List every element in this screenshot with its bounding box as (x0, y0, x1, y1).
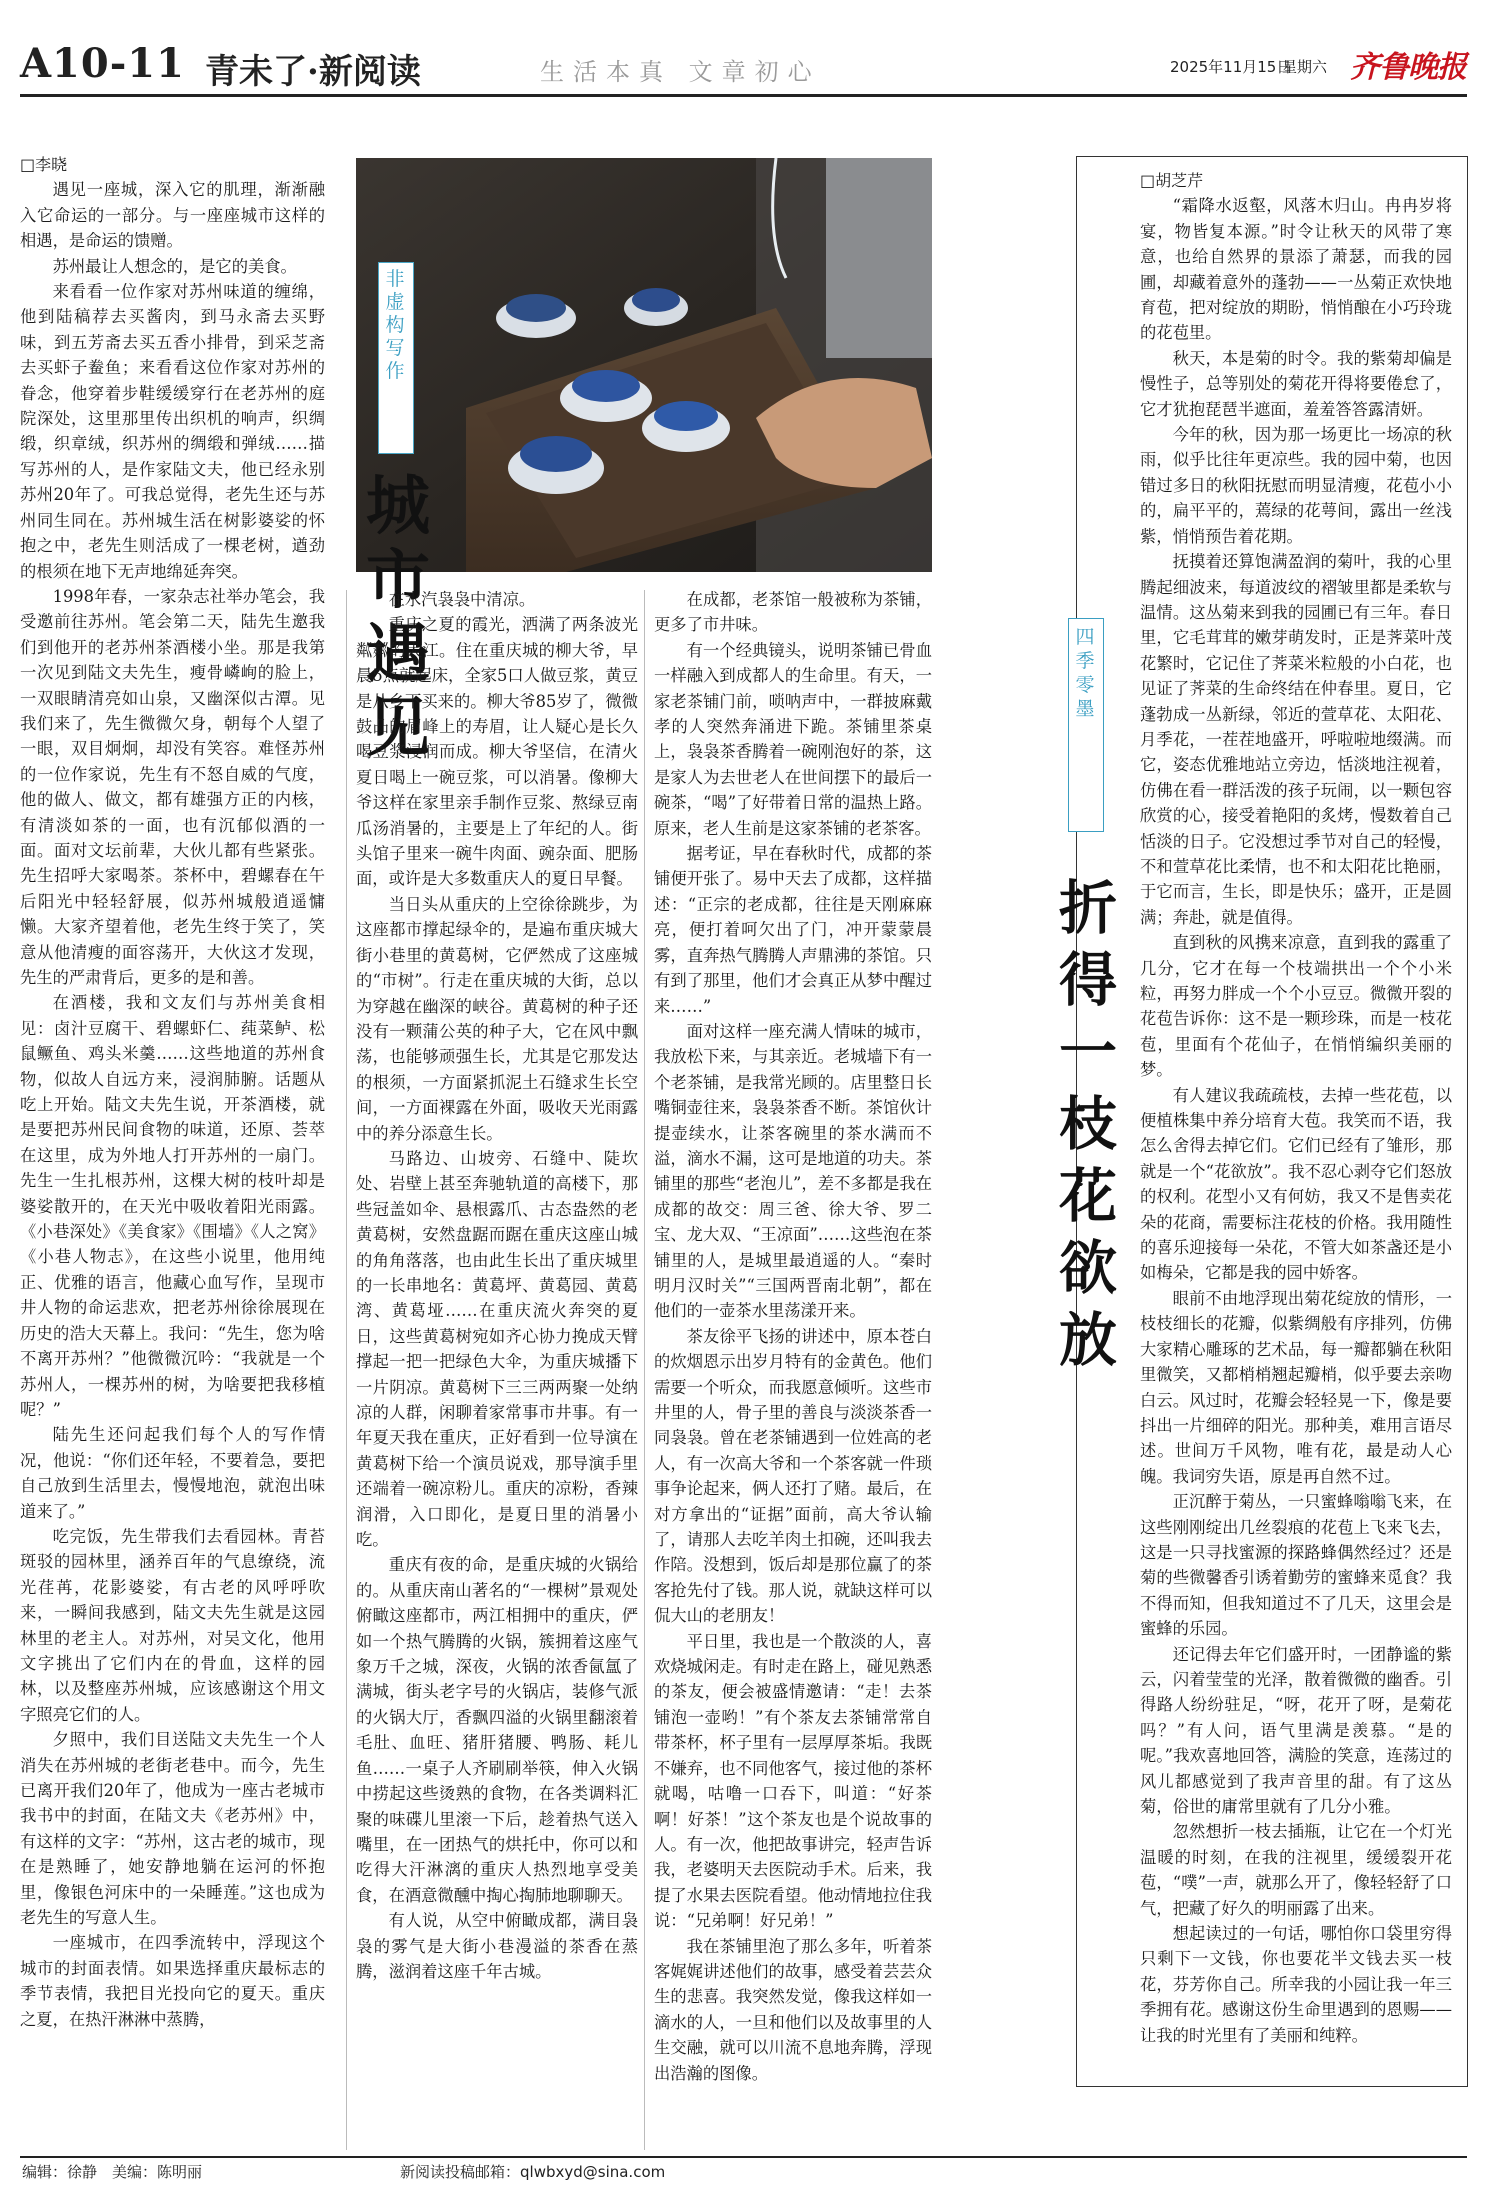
paragraph: 重庆之夏的霞光，洒满了两条波光粼粼的大江。住在重庆城的柳大爷，早晨5点就起床，全家5口人做豆浆，黄豆是从乡下买来的。柳大爷85岁了，微微鼓凸的眉峰上的寿眉，让人疑心是长久喝豆浆浸润而成。柳大爷坚信，在清火夏日喝上一碗豆浆，可以消暑。像柳大爷这样在家里亲手制作豆浆、熬绿豆南瓜汤消暑的，主要是上了年纪的人。街头馆子里来一碗牛肉面、豌杂面、肥肠面，或许是大多数重庆人的夏日早餐。 (356, 615, 638, 889)
tea-photo-illustration (356, 158, 932, 572)
article1-tag (381, 268, 409, 383)
article1-title-char: 城 (366, 469, 430, 544)
column-divider (644, 590, 645, 2150)
paragraph: 正沉醉于菊丛，一只蜜蜂嗡嗡飞来，在这些刚刚绽出几丝裂痕的花苞上飞来飞去，这是一只寻找蜜源的探路蜂偶然经过？还是菊的些微馨香引诱着勤劳的蜜蜂来觅食？我不得而知，但我知道过不了几天，这里会是蜜蜂的乐园。 (1140, 1492, 1452, 1639)
article1-byline: □李晓 (20, 155, 68, 174)
article2-title-char: 欲 (1058, 1234, 1117, 1302)
paragraph: 直到秋的风携来凉意，直到我的露重了几分，它才在每一个枝端拱出一个个小米粒，再努力胖成一个个小豆豆。微微开裂的花苞告诉你：这不是一颗珍珠，而是一枝花苞，里面有个花仙子，在悄悄编织美丽的梦。 (1140, 933, 1452, 1080)
paragraph: 忽然想折一枝去插瓶，让它在一个灯光温暖的时刻，在我的注视里，缓缓裂开花苞，“噗”一声，就那么开了，像轻轻舒了口气，把藏了好久的明丽露了出来。 (1140, 1822, 1452, 1918)
article1-title-char: 市 (366, 543, 430, 618)
footer-editor: 编辑：徐静 美编：陈明丽 (22, 2163, 203, 2181)
article1-tag-char: 虚 (385, 291, 405, 313)
paragraph: 陆先生还问起我们每个人的写作情况，他说：“你们还年轻，不要着急，要把自己放到生活里去，慢慢地泡，就泡出味道来了。” (20, 1425, 325, 1521)
paragraph: 今年的秋，因为那一场更比一场凉的秋雨，似乎比往年更凉些。我的园中菊，也因错过多日的秋阳抚慰而明显清瘦，花苞小小的，扁平平的，蔫绿的花萼间，露出一丝浅紫，悄悄预告着花期。 (1140, 425, 1452, 546)
paragraph: 想起读过的一句话，哪怕你口袋里穷得只剩下一文钱，你也要花半文钱去买一枝花，芬芳你自己。所幸我的小园让我一年三季拥有花。感谢这份生命里遇到的恩赐——让我的时光里有了美丽和纯粹。 (1140, 1924, 1452, 2045)
paragraph: 据考证，早在春秋时代，成都的茶铺便开张了。易中天去了成都，这样描述：“正宗的老成都，往往是天刚麻麻亮，便打着呵欠出了门，冲开蒙蒙晨雾，直奔热气腾腾人声鼎沸的茶馆。只有到了那里，他们才会真正从梦中醒过来……” (654, 844, 932, 1016)
page-number: A10-11 (20, 40, 185, 87)
paragraph: 平日里，我也是一个散淡的人，喜欢烧城闲走。有时走在路上，碰见熟悉的茶友，便会被盛情邀请：“走！去茶铺泡一壶哟！”有个茶友去茶铺常常自带茶杯，杯子里有一层厚厚茶垢。我既不嫌弃，也不同他客气，接过他的茶杯就喝，咕噜一口吞下，叫道：“好茶啊！好茶！”这个茶友也是个说故事的人。有一次，他把故事讲完，轻声告诉我，老婆明天去医院动手术。后来，我提了水果去医院看望。他动情地拉住我说：“兄弟啊！好兄弟！” (654, 1631, 932, 1931)
issue-weekday: 星期六 (1282, 58, 1328, 76)
paragraph: 1998年春，一家杂志社举办笔会，我受邀前往苏州。笔会第二天，陆先生邀我们到他开的老苏州茶酒楼小坐。那是我第一次见到陆文夫先生，瘦骨嶙峋的脸上，一双眼睛清亮如山泉，又幽深似古潭。见我们来了，先生微微欠身，朝每个人望了一眼，双目炯炯，却没有笑容。难怪苏州的一位作家说，先生有不怒自威的气度，他的做人、做文，都有雄强方正的内核，有清淡如茶的一面，也有沉郁似酒的一面。面对文坛前辈，大伙儿都有些紧张。先生招呼大家喝茶。茶杯中，碧螺春在午后阳光中轻轻舒展，似苏州城般逍遥慵懒。大家齐望着他，老先生终于笑了，笑意从他清瘦的面容荡开，大伙这才发现，先生的严肃背后，更多的是和善。 (20, 586, 325, 987)
paragraph: 一座城市，在四季流转中，浮现这个城市的封面表情。如果选择重庆最标志的季节表情，我把目光投向它的夏天。重庆之夏，在热汗淋淋中蒸腾， (20, 1933, 325, 2029)
paragraph: “霜降水返壑，风落木归山。冉冉岁将宴，物皆复本源。”时令让秋天的风带了寒意，也给自然界的景添了萧瑟，而我的园圃，却藏着意外的蓬勃——一丛菊正欢快地育苞，把对绽放的期盼，悄悄酿在小巧玲珑的花苞里。 (1140, 196, 1452, 343)
article1-column-3 (654, 587, 932, 2086)
article2-byline: □胡芝芹 (1140, 171, 1204, 190)
article2-body (1140, 168, 1452, 2048)
column-title: 青未了·新阅读 (205, 52, 421, 92)
article2-tag-char: 零 (1075, 674, 1095, 696)
paragraph: 在成都，老茶馆一般被称为茶铺，更多了市井味。 (654, 590, 932, 635)
paragraph: 在酒楼，我和文友们与苏州美食相见：卤汁豆腐干、碧螺虾仁、莼菜鲈、松鼠鳜鱼、鸡头米羹……这些地道的苏州食物，似故人自远方来，浸润肺腑。话题从吃上开始。陆文夫先生说，开茶酒楼，就是要把苏州民间食物的味道，还原、荟萃在这里，成为外地人打开苏州的一扇门。先生一生扎根苏州，这棵大树的枝叶却是婆娑散开的，在天光中吸收着阳光雨露。《小巷深处》《美食家》《围墙》《人之窝》《小巷人物志》，在这些小说里，他用纯正、优雅的语言，他藏心血写作，呈现市井人物的命运悲欢，把老苏州徐徐展现在历史的浩大天幕上。我问：“先生，您为啥不离开苏州？”他微微沉吟：“我就是一个苏州人，一棵苏州的树，为啥要把我移植呢？” (20, 993, 325, 1419)
article2-title-char: 花 (1058, 1162, 1117, 1230)
article2-title-char: 折 (1058, 874, 1117, 942)
paragraph: 茶友徐平飞扬的讲述中，原本苍白的炊烟恩示出岁月特有的金黄色。他们需要一个听众，而我愿意倾听。这些市井里的人，骨子里的善良与淡淡茶香一同袅袅。曾在老茶铺遇到一位姓高的老人，有一次高大爷和一个茶客就一件琐事争论起来，俩人还打了赌。最后，在对方拿出的“证据”面前，高大爷认输了，请那人去吃羊肉土扣碗，还叫我去作陪。没想到，饭后却是那位赢了的茶客抢先付了钱。那人说，就缺这样可以侃大山的老朋友！ (654, 1326, 932, 1626)
article1-column-1 (20, 152, 325, 2032)
paragraph: 来看看一位作家对苏州味道的缠绵，他到陆稿荐去买酱肉，到马永斋去买野味，到五芳斋去买五香小排骨，到采芝斋去买虾子鲞鱼；来看看这位作家对苏州的眷念，他穿着步鞋缓缓穿行在老苏州的庭院深处，这里那里传出织机的响声，织绸缎，织章绒，织苏州的绸缎和弹绒……描写苏州的人，是作家陆文夫，他已经永别苏州20年了。可我总觉得，老先生还与苏州同生同在。苏州城生活在树影婆娑的怀抱之中，老先生则活成了一棵老树，遒劲的根须在地下无声地绵延奔突。 (20, 282, 325, 581)
article1-column-2 (356, 587, 638, 1984)
article2-title-char: 放 (1058, 1306, 1117, 1374)
article2-title (1050, 872, 1126, 1376)
tea-ceremony-photo (356, 158, 932, 572)
paragraph: 重庆有夜的命，是重庆城的火锅给的。从重庆南山著名的“一棵树”景观处俯瞰这座都市，两江相拥中的重庆，俨如一个热气腾腾的火锅，簇拥着这座气象万千之城，深夜，火锅的浓香氤氲了满城，街头老字号的火锅店，装修气派的火锅大厅，香飘四溢的火锅里翻滚着毛肚、血旺、猪肝猪腰、鸭肠、耗儿鱼……一桌子人齐刷刷举筷，伸入火锅中捞起这些烫熟的食物，在各类调料汇聚的味碟儿里滚一下后，趁着热气送入嘴里，在一团热气的烘托中，你可以和吃得大汗淋漓的重庆人热烈地享受美食，在酒意微醺中掏心掏肺地聊聊天。 (356, 1555, 638, 1905)
column-slogan: 生活本真 文章初心 (540, 58, 821, 86)
paragraph: 有一个经典镜头，说明茶铺已骨血一样融入到成都人的生命里。有天，一家老茶铺门前，唢呐声中，一群披麻戴孝的人突然奔涌进下跪。茶铺里茶桌上，袅袅茶香腾着一碗刚泡好的茶，这是家人为去世老人在世间摆下的最后一碗茶，“喝”了好带着日常的温热上路。原来，老人生前是这家茶铺的老茶客。 (654, 640, 932, 838)
paragraph: 遇见一座城，深入它的肌理，渐渐融入它命运的一部分。与一座座城市这样的相遇，是命运的馈赠。 (20, 180, 325, 251)
article2-tag-char: 墨 (1075, 698, 1095, 720)
article2-tag-char: 四 (1075, 626, 1095, 648)
article1-tag-char: 写 (385, 337, 405, 359)
article2-tag (1071, 625, 1099, 721)
paragraph: 在水汽袅袅中清凉。 (388, 590, 536, 609)
article1-title-char: 遇 (366, 617, 430, 692)
paragraph: 夕照中，我们目送陆文夫先生一个人消失在苏州城的老街老巷中。而今，先生已离开我们20年了，他成为一座古老城市我书中的封面，在陆文夫《老苏州》中，有这样的文字：“苏州，这古老的城市，现在是熟睡了，她安静地躺在运河的怀抱里，像银色河床中的一朵睡莲。”这也成为老先生的写意人生。 (20, 1730, 325, 1928)
paragraph: 有人说，从空中俯瞰成都，满目袅袅的雾气是大街小巷漫溢的茶香在蒸腾，滋润着这座千年古城。 (356, 1911, 638, 1981)
article1-tag-char: 构 (385, 314, 405, 336)
paragraph: 苏州最让人想念的，是它的美食。 (52, 256, 297, 276)
newspaper-logo: 齐鲁晚报 (1350, 50, 1466, 85)
masthead-rule (20, 94, 1467, 97)
paragraph: 吃完饭，先生带我们去看园林。青苔斑驳的园林里，涵养百年的气息缭绕，流光荏苒，花影婆娑，有古老的风呼呼吹来，一瞬间我感到，陆文夫先生就是这园林里的老主人。对苏州，对吴文化，他用文字挑出了它们内在的骨血，这样的园林，以及整座苏州城，应该感谢这个用文字照亮它们的人。 (20, 1526, 325, 1724)
paragraph: 马路边、山坡旁、石缝中、陡坎处、岩壁上甚至奔驰轨道的高楼下，那些冠盖如伞、悬根露爪、古态盎然的老黄葛树，安然盘踞而踞在重庆这座山城的角角落落，也由此生长出了重庆城里的一长串地名：黄葛坪、黄葛园、黄葛湾、黄葛垭……在重庆流火奔突的夏日，这些黄葛树宛如齐心协力挽成天臂撑起一把一把绿色大伞，为重庆城播下一片阴凉。黄葛树下三三两两聚一处纳凉的人群，闲聊着家常事市井事。有一年夏天我在重庆，正好看到一位导演在黄葛树下给一个演员说戏，那导演手里还端着一碗凉粉儿。重庆的凉粉，香辣润滑，入口即化，是夏日里的消暑小吃。 (356, 1148, 638, 1550)
article1-tag-char: 作 (385, 360, 405, 382)
masthead (20, 40, 1467, 102)
paragraph: 我在茶铺里泡了那么多年，听着茶客娓娓讲述他们的故事，感受着芸芸众生的悲喜。我突然发觉，像我这样如一滴水的人，一旦和他们以及故事里的人生交融，就可以川流不息地奔腾，浮现出浩瀚的图像。 (654, 1936, 932, 2083)
article1-title-char: 见 (366, 691, 430, 766)
paragraph: 面对这样一座充满人情味的城市，我放松下来，与其亲近。老城墙下有一个老茶铺，是我常光顾的。店里整日长嘴铜壶往来，袅袅茶香不断。茶馆伙计提壶续水，让茶客碗里的茶水满而不溢，滴水不漏，这可是地道的功夫。茶铺里的那些“老泡儿”，差不多都是我在成都的故交：周三爸、徐大爷、罗二宝、龙大双、“王凉面”……这些泡在茶铺里的人，是城里最逍遥的人。“秦时明月汉时关”“三国两晋南北朝”，都在他们的一壶茶水里荡漾开来。 (654, 1021, 932, 1321)
column-divider (346, 590, 347, 2150)
paragraph: 当日头从重庆的上空徐徐跳步，为这座都市撑起绿伞的，是遍布重庆城大街小巷里的黄葛树，它俨然成了这座城的“市树”。行走在重庆城的大街，总以为穿越在幽深的峡谷。黄葛树的种子还没有一颗蒲公英的种子大，它在风中飘荡，也能够顽强生长，尤其是它那发达的根须，一方面紧抓泥土石缝求生长空间，一方面裸露在外面，吸收天光雨露中的养分添意生长。 (356, 894, 638, 1143)
article2-title-char: 一 (1058, 1018, 1117, 1086)
issue-date: 2025年11月15日 (1170, 58, 1292, 76)
article2-title-char: 得 (1058, 946, 1117, 1014)
article2-tag-char: 季 (1075, 650, 1095, 672)
article1-tag-char: 非 (385, 268, 405, 290)
paragraph: 抚摸着还算饱满盈润的菊叶，我的心里腾起细波来，每道波纹的褶皱里都是柔软与温情。这丛菊来到我的园圃已有三年。春日里，它毛茸茸的嫩芽萌发时，正是荠菜叶茂花繁时，它记住了荠菜米粒般的小白花，也见证了荠菜的生命终结在仲春里。夏日，它蓬勃成一丛新绿，邻近的萱草花、太阳花、月季花，一茬茬地盛开，呼啦啦地缀满。而它，姿态优雅地站立旁边，恬淡地注视着，仿佛在看一群活泼的孩子玩闹，以一颗包容欣赏的心，接受着艳阳的炙烤，慢数着自己恬淡的日子。它没想过季节对自己的轻慢，不和萱草花比柔情，也不和太阳花比艳丽，于它而言，生长，即是快乐；盛开，正是圆满；奔赴，就是值得。 (1140, 552, 1452, 927)
footer-rule (20, 2156, 1467, 2158)
paragraph: 秋天，本是菊的时令。我的紫菊却偏是慢性子，总等别处的菊花开得将要倦怠了，它才犹抱琵琶半遮面，羞羞答答露清妍。 (1140, 348, 1452, 419)
paragraph: 眼前不由地浮现出菊花绽放的情形，一枝枝细长的花瓣，似紫绸般有序排列，仿佛大家精心雕琢的艺术品，每一瓣都躺在秋阳里微笑，又都梢梢翘起瓣梢，似乎要去亲吻白云。风过时，花瓣会轻轻晃一下，像是要抖出一片细碎的阳光。那种美，难用言语尽述。世间万千风物，唯有花，最是动人心魄。我词穷失语，原是再自然不过。 (1140, 1288, 1452, 1486)
paragraph: 还记得去年它们盛开时，一团静谧的紫云，闪着莹莹的光泽，散着微微的幽香。引得路人纷纷驻足，“呀，花开了呀，是菊花吗？”有人问，语气里满是羡慕。“是的呢。”我欢喜地回答，满脸的笑意，连荡过的风儿都感觉到了我声音里的甜。有了这丛菊，俗世的庸常里就有了几分小雅。 (1140, 1644, 1452, 1816)
paragraph: 有人建议我疏疏枝，去掉一些花苞，以便植株集中养分培育大苞。我笑而不语，我怎么舍得去掉它们。它们已经有了雏形，那就是一个“花欲放”。我不忍心剥夺它们怒放的权利。花型小又有何妨，我又不是售卖花朵的花商，需要标注花枝的价格。我用随性的喜乐迎接每一朵花，不管大如茶盏还是小如梅朵，它都是我的园中娇客。 (1140, 1085, 1452, 1283)
article2-title-char: 枝 (1058, 1090, 1117, 1158)
footer-submission-email: 新阅读投稿邮箱：qlwbxyd@sina.com (400, 2163, 666, 2181)
